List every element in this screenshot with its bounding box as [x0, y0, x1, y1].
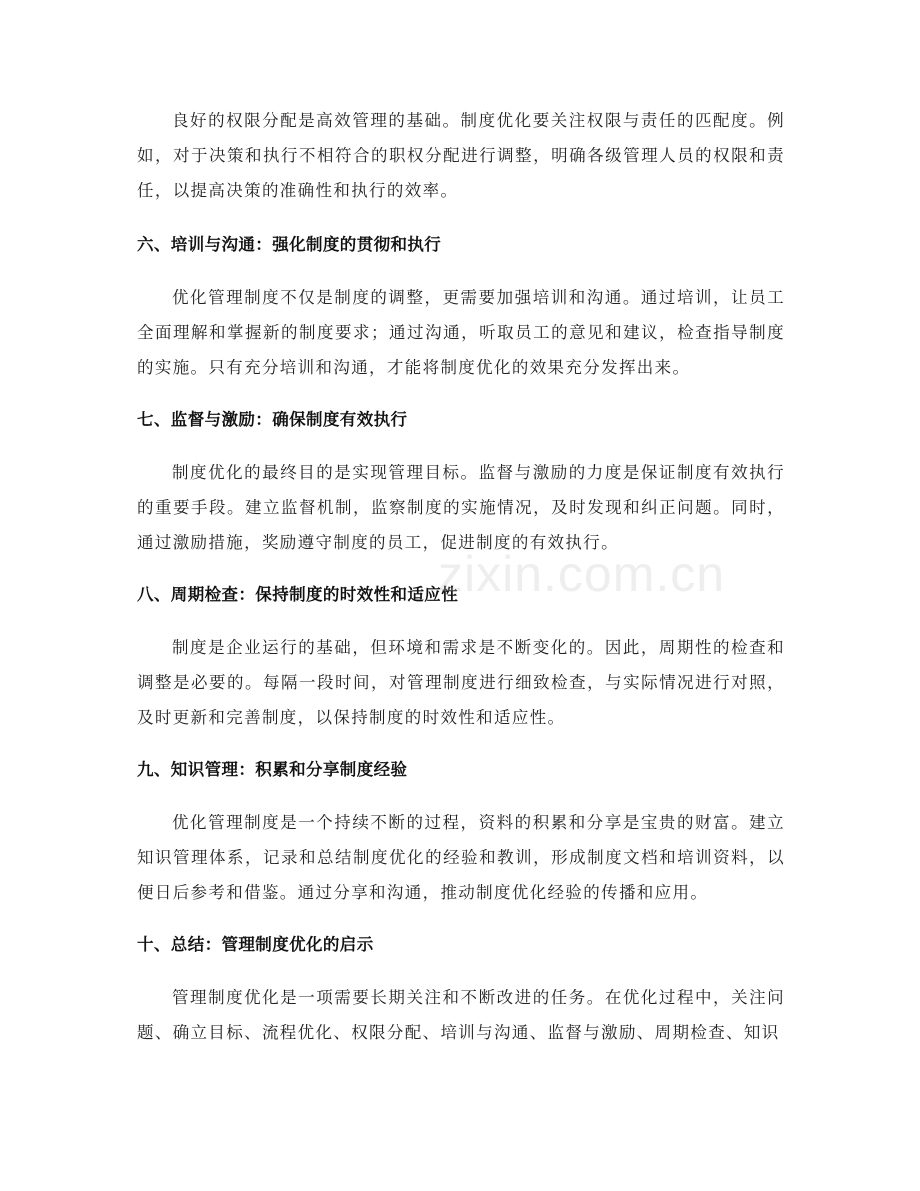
section-heading: 七、监督与激励：确保制度有效执行	[137, 410, 408, 429]
section-7	[137, 408, 785, 560]
section-6	[137, 233, 785, 385]
section-heading: 十、总结：管理制度优化的启示	[137, 935, 374, 954]
section-heading: 九、知识管理：积累和分享制度经验	[137, 760, 408, 779]
section-paragraph: 优化管理制度不仅是制度的调整，更需要加强培训和沟通。通过培训，让员工全面理解和掌握新的制度要求；通过沟通，听取员工的意见和建议，检查指导制度的实施。只有充分培训和沟通，才能将制度优化的效果充分发挥出来。	[137, 288, 785, 377]
section-paragraph: 制度优化的最终目的是实现管理目标。监督与激励的力度是保证制度有效执行的重要手段。建立监督机制，监察制度的实施情况，及时发现和纠正问题。同时，通过激励措施，奖励遵守制度的员工，促进制度的有效执行。	[137, 463, 785, 552]
section-heading: 六、培训与沟通：强化制度的贯彻和执行	[137, 235, 442, 254]
section-9	[137, 758, 785, 910]
section-10	[137, 933, 785, 1050]
document-body	[137, 103, 785, 1073]
section-paragraph: 优化管理制度是一个持续不断的过程，资料的积累和分享是宝贵的财富。建立知识管理体系，记录和总结制度优化的经验和教训，形成制度文档和培训资料，以便日后参考和借鉴。通过分享和沟通，推动制度优化经验的传播和应用。	[137, 813, 785, 902]
intro-paragraph: 良好的权限分配是高效管理的基础。制度优化要关注权限与责任的匹配度。例如，对于决策和执行不相符合的职权分配进行调整，明确各级管理人员的权限和责任，以提高决策的准确性和执行的效率。	[137, 111, 785, 200]
section-heading: 八、周期检查：保持制度的时效性和适应性	[137, 585, 459, 604]
section-paragraph: 管理制度优化是一项需要长期关注和不断改进的任务。在优化过程中，关注问题、确立目标、流程优化、权限分配、培训与沟通、监督与激励、周期检查、知识	[137, 988, 785, 1042]
section-paragraph: 制度是企业运行的基础，但环境和需求是不断变化的。因此，周期性的检查和调整是必要的。每隔一段时间，对管理制度进行细致检查，与实际情况进行对照，及时更新和完善制度，以保持制度的时效性和适应性。	[137, 638, 785, 727]
section-8	[137, 583, 785, 735]
watermark: zixin.com.cn	[438, 546, 726, 602]
